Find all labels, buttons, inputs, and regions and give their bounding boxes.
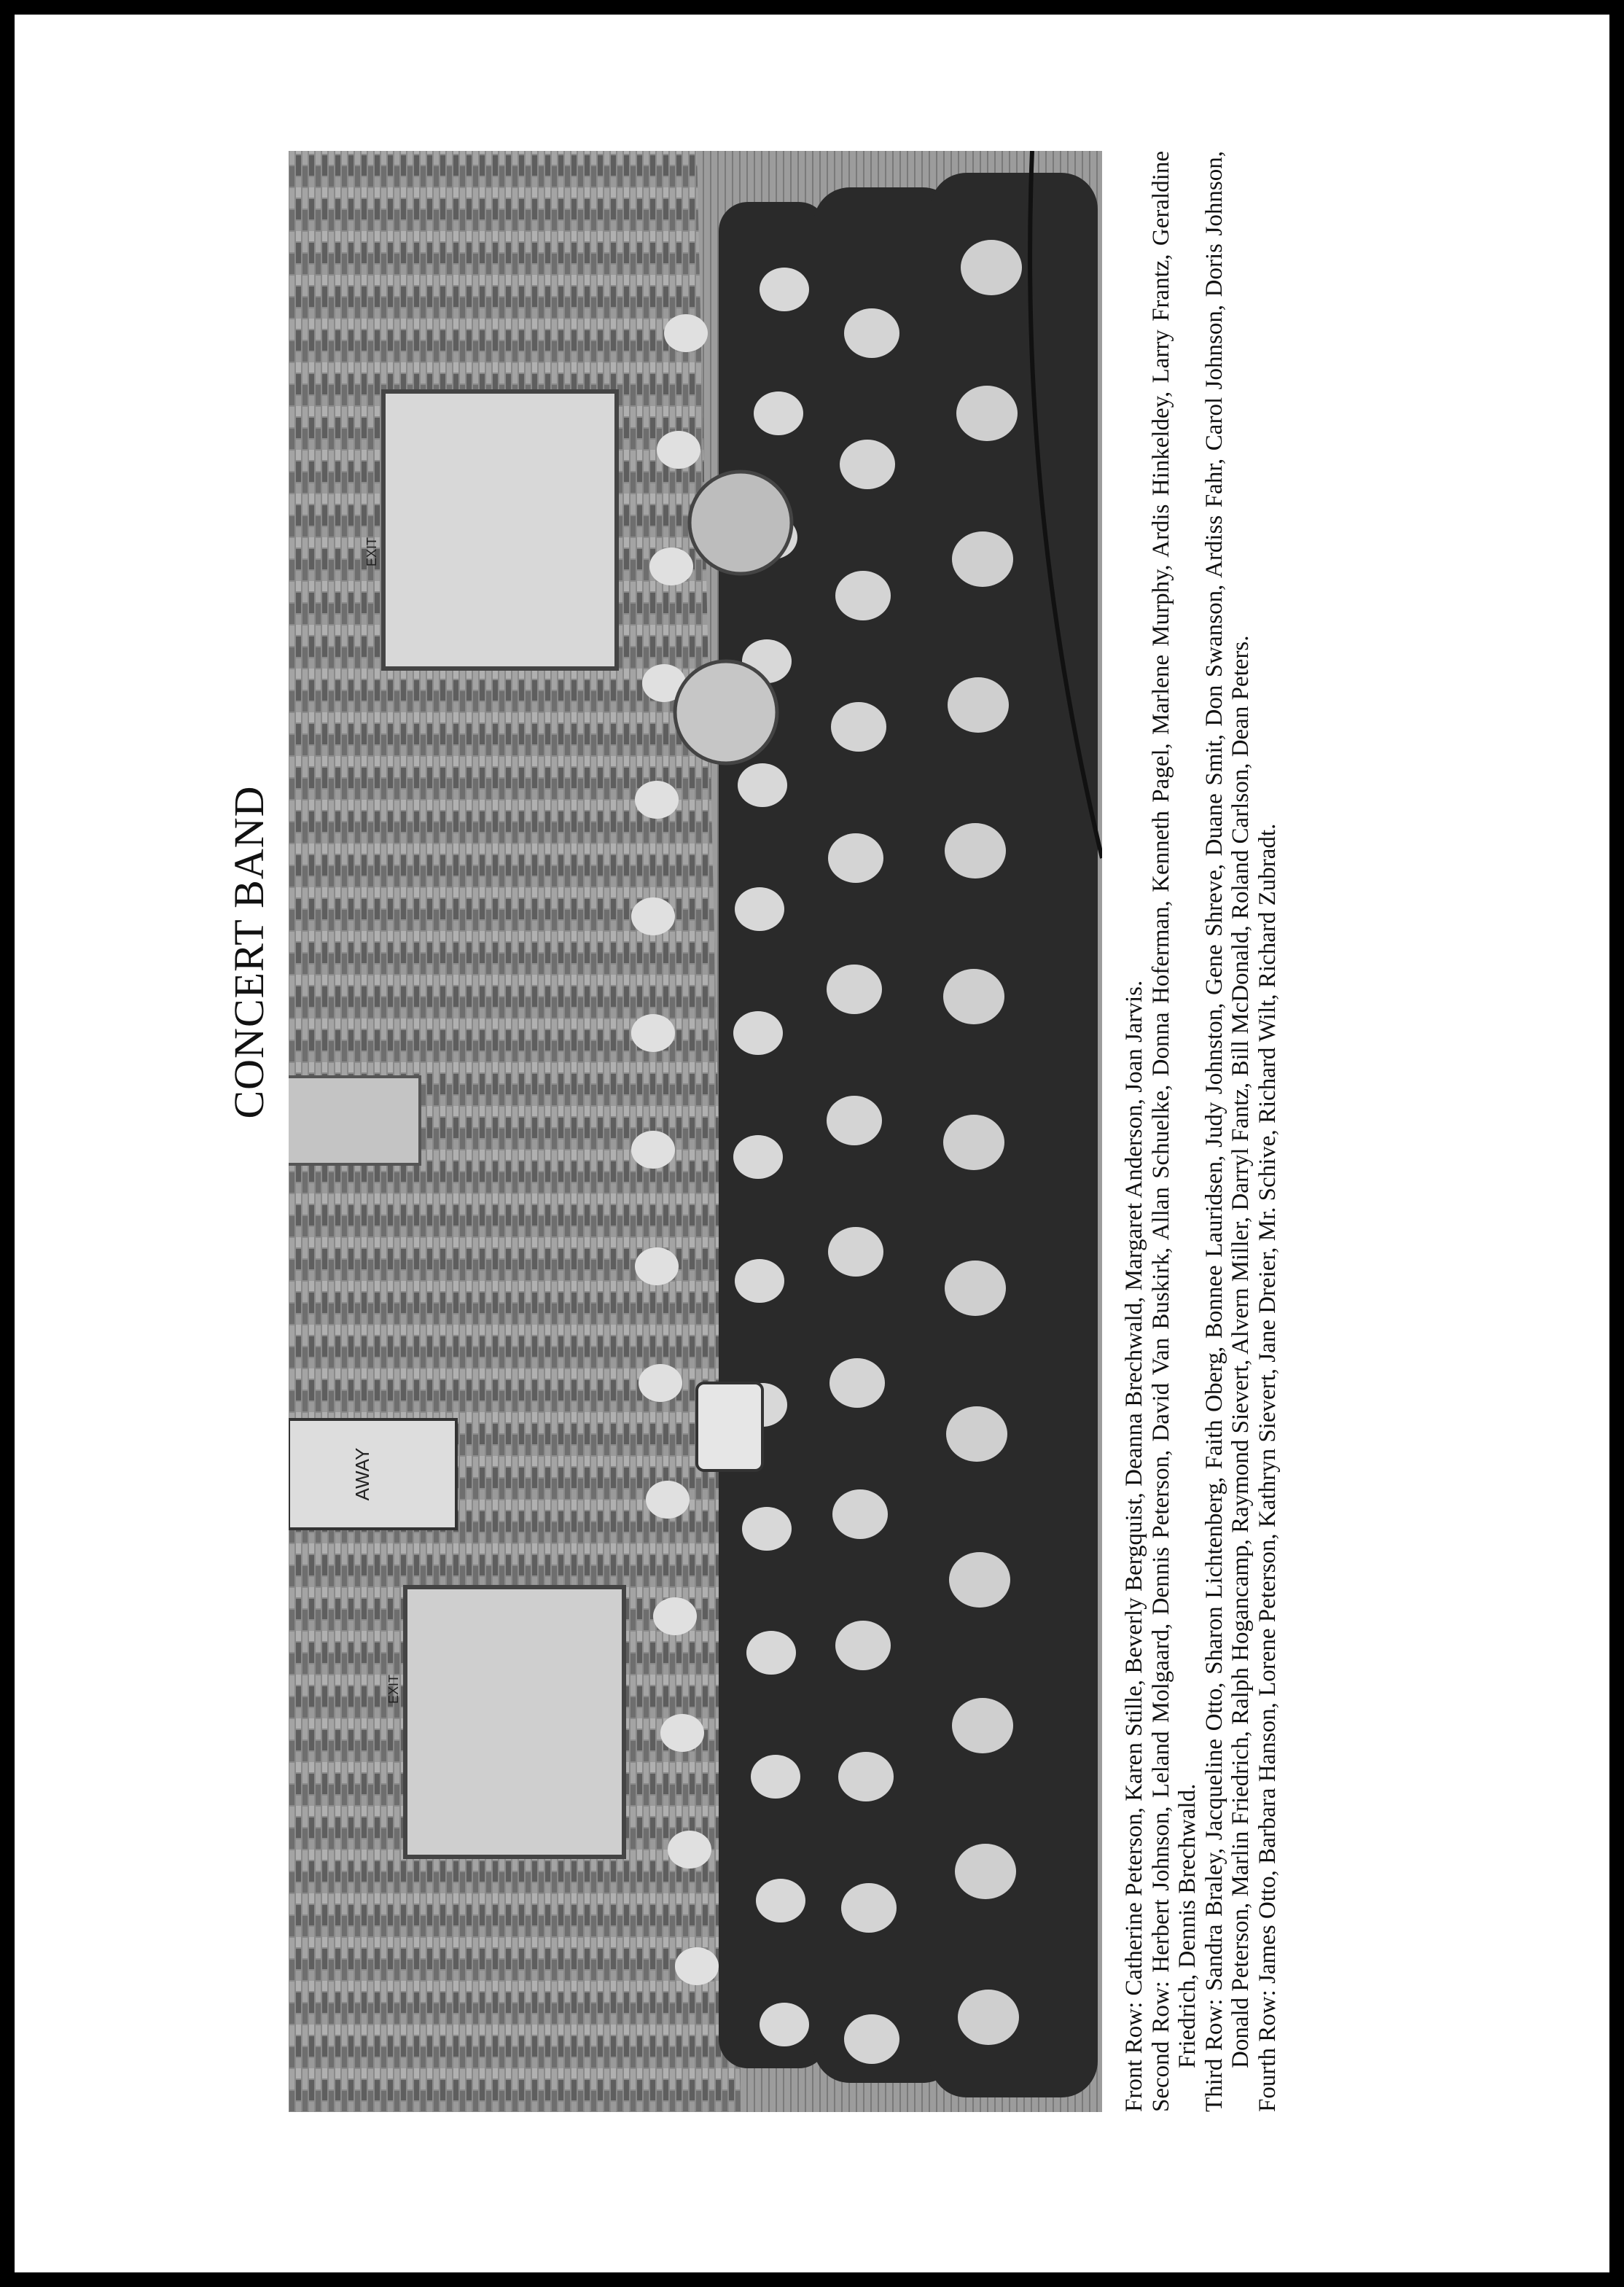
exit-sign-left: EXIT — [386, 1674, 401, 1704]
sousaphone-bell — [690, 472, 792, 574]
photo-caption — [1121, 151, 1281, 2112]
band-photo — [289, 151, 1102, 2112]
bass-drum — [697, 1383, 762, 1470]
scoreboard-label: AWAY — [351, 1447, 373, 1501]
caption-row-label: Fourth Row: — [1254, 1990, 1281, 2112]
caption-row-names: James Otto, Barbara Hanson, Lorene Peterson, Kathryn Sievert, Jane Dreier, Mr. Schive, Richard Wilt, Richard Zubradt. — [1254, 823, 1281, 1984]
caption-row-label: Front Row: — [1121, 2001, 1147, 2112]
rotated-content — [15, 15, 1609, 2272]
caption-row-label: Third Row: — [1201, 1998, 1227, 2112]
caption-fourth-row — [1254, 151, 1281, 2112]
caption-third-row — [1201, 151, 1254, 2112]
caption-row-label: Second Row: — [1147, 1981, 1174, 2112]
band-photo-image — [289, 151, 1102, 2112]
exit-sign-right: EXIT — [364, 537, 379, 566]
page — [15, 15, 1609, 2272]
caption-row-names: Herbert Johnson, Leland Molgaard, Dennis Peterson, David Van Buskirk, Allan Schuelke, Donna Hoferman, Kenneth Pagel, Marlene Murphy, Ardis Hinkeldey, Larry Frantz, Geraldine Friedrich, Dennis Brechwald. — [1147, 151, 1201, 2068]
caption-front-row — [1121, 151, 1148, 2112]
caption-row-names: Catherine Peterson, Karen Stille, Beverly Bergquist, Deanna Brechwald, Margaret Anderson, Joan Jarvis. — [1121, 980, 1147, 1996]
page-title: CONCERT BAND — [225, 785, 273, 1119]
sousaphone-bell — [675, 661, 777, 763]
caption-second-row — [1148, 151, 1201, 2112]
caption-row-names: Sandra Braley, Jacqueline Otto, Sharon Lichtenberg, Faith Oberg, Bonnee Lauridsen, Judy Johnston, Gene Shreve, Duane Smit, Don Swanson, Ardiss Fahr, Carol Johnson, Doris Johnson, Donald Peterson, Marlin Friedrich, Ralph Hogancamp, Raymond Sievert, Alvern Miller, Darryl Fantz, Bill McDonald, Roland Carlson, Dean Peters. — [1201, 151, 1254, 2068]
